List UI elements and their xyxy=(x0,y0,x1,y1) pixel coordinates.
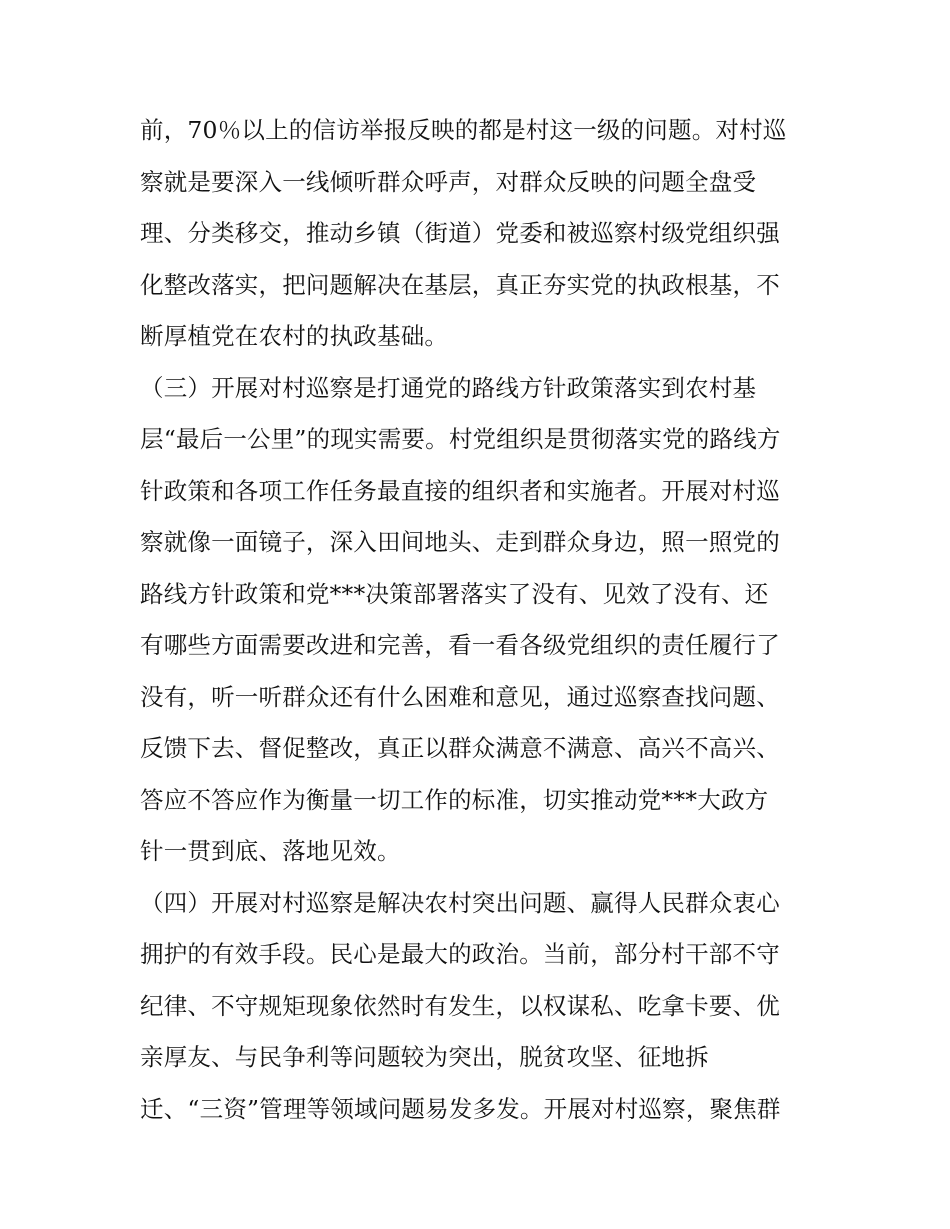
text-line: 路线方针政策和党***决策部署落实了没有、见效了没有、还 xyxy=(140,579,769,608)
text-line: 有哪些方面需要改进和完善，看一看各级党组织的责任履行了 xyxy=(140,631,780,659)
section-heading-line: （三）开展对村巡察是打通党的路线方针政策落实到农村基 xyxy=(140,373,757,402)
text-line: 针政策和各项工作任务最直接的组织者和实施者。开展对村巡 xyxy=(140,476,780,505)
document-body xyxy=(140,105,820,1135)
text-line: 化整改落实，把问题解决在基层，真正夯实党的执政根基，不 xyxy=(140,270,780,299)
text-line: 反馈下去、督促整改，真正以群众满意不满意、高兴不高兴、 xyxy=(140,734,780,762)
text-line: 针一贯到底、落地见效。 xyxy=(140,837,401,865)
text-line: 答应不答应作为衡量一切工作的标准，切实推动党***大政方 xyxy=(140,785,769,814)
text-line: 没有，听一听群众还有什么困难和意见，通过巡察查找问题、 xyxy=(140,682,780,711)
text-line: 拥护的有效手段。民心是最大的政治。当前，部分村干部不守 xyxy=(140,940,780,968)
text-line: 理、分类移交，推动乡镇（街道）党委和被巡察村级党组织强 xyxy=(140,219,780,247)
text-line: 察就是要深入一线倾听群众呼声，对群众反映的问题全盘受 xyxy=(140,167,757,196)
text-line: 迁、“三资”管理等领域问题易发多发。开展对村巡察，聚焦群 xyxy=(140,1094,781,1123)
text-line: 前，70％以上的信访举报反映的都是村这一级的问题。对村巡 xyxy=(140,116,787,144)
text-line: 亲厚友、与民争利等问题较为突出，脱贫攻坚、征地拆 xyxy=(140,1043,709,1071)
text-line: 纪律、不守规矩现象依然时有发生，以权谋私、吃拿卡要、优 xyxy=(140,991,780,1020)
text-line: 层“最后一公里”的现实需要。村党组织是贯彻落实党的路线方 xyxy=(140,425,781,453)
section-heading-line: （四）开展对村巡察是解决农村突出问题、赢得人民群众衷心 xyxy=(140,888,780,917)
text-line: 断厚植党在农村的执政基础。 xyxy=(140,322,449,350)
text-line: 察就像一面镜子，深入田间地头、走到群众身边，照一照党的 xyxy=(140,528,780,556)
